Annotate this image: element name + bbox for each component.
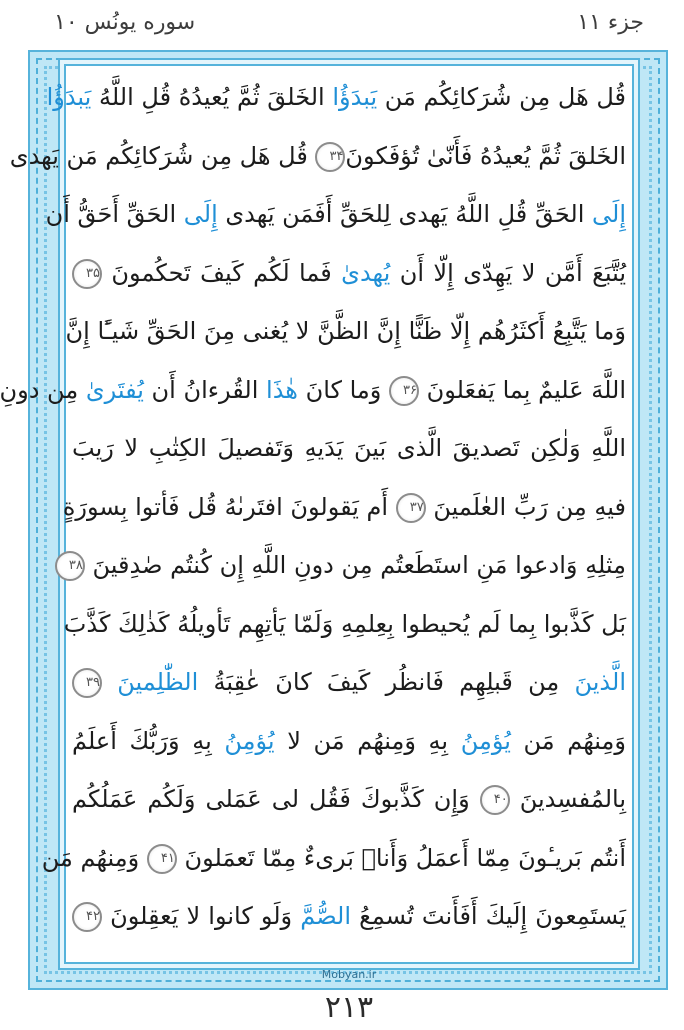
juz-label: جزء ۱۱ [577,10,644,35]
verse-text: وَمِنهُم مَن [41,843,147,872]
verse-text: الخَلقَ ثُمَّ يُعيدُهُ قُلِ اللَّهُ [91,83,333,111]
verse-text: بِهِ وَمِنهُم مَن لا [274,726,461,755]
verse-text: فيهِ مِن رَبِّ العٰلَمينَ [425,492,626,521]
verse-text: بِهِ وَرَبُّكَ أَعلَمُ [72,726,225,755]
verse-text: بِالمُفسِدينَ [509,785,627,813]
highlighted-word: يَبدَؤُا [46,83,92,111]
highlighted-word: يُفتَرىٰ [85,375,144,404]
verse-text: بَل كَذَّبوا بِما لَم يُحيطوا بِعِلمِهِ وَلَمّا يَأتِهِم تَأويلُهُ كَذٰلِكَ كَذَّبَ [63,609,626,638]
verse-line [68,540,626,590]
verse-text: الخَلقَ ثُمَّ يُعيدُهُ فَأَنّىٰ تُؤفَكونَ [345,141,626,170]
ayah-number-marker: ۳۹ [72,668,102,698]
ayah-number-marker: ۴۰ [480,785,510,815]
verse-text: فَما لَكُم كَيفَ تَحكُمونَ [102,258,342,287]
verse-text: مِثلِهِ وَادعوا مَنِ استَطَعتُم مِن دونِ اللَّهِ إِن كُنتُم صٰدِقينَ [84,551,626,579]
verse-text: اللَّهِ وَلٰكِن تَصديقَ الَّذى بَينَ يَدَيهِ وَتَفصيلَ الكِتٰبِ لا رَيبَ [72,434,626,462]
highlighted-word: الَّذينَ [574,668,626,696]
verse-line [0,365,626,415]
verse-line [72,657,626,707]
ayah-number-marker: ۳۵ [72,259,102,289]
highlighted-word: هٰذَا [266,375,298,404]
verse-text: الحَقِّ أَحَقُّ أَن [45,200,184,228]
quran-text [0,68,627,960]
highlighted-word: إِلَى [592,200,626,228]
verse-text: الحَقِّ قُلِ اللَّهُ يَهدى لِلحَقِّ أَفَمَن يَهدى [217,200,593,228]
verse-text: أَم يَقولونَ افتَرىٰهُ قُل فَأتوا بِسورَةٍ [62,492,396,521]
verse-text: وَما كانَ [297,375,389,404]
verse-line [46,72,626,122]
verse-line [72,774,626,824]
verse-line [9,131,626,181]
highlighted-word: يَبدَؤُا [332,83,378,111]
verse-line [41,833,626,883]
page-number: ۲۱۳ [324,990,374,1025]
verse-text: وَلَو كانوا لا يَعقِلونَ [102,902,301,930]
verse-line [45,189,626,239]
highlighted-word: يُؤمِنُ [224,726,275,755]
verse-text: قُل هَل مِن شُرَكائِكُم مَن [377,83,626,111]
verse-line [62,482,626,532]
verse-text: القُرءانُ أَن [143,375,267,404]
verse-text: اللَّهَ عَليمٌ بِما يَفعَلونَ [418,375,626,404]
verse-line [72,423,626,473]
verse-text: يُتَّبَعَ أَمَّن لا يَهِدّى إِلّا أَن [390,258,627,287]
verse-line [72,716,626,766]
verse-line [72,248,626,298]
verse-line [72,891,626,941]
verse-text: وَمِنهُم مَن [510,726,626,755]
ayah-number-marker: ۳۷ [396,493,426,523]
highlighted-word: إِلَى [183,200,218,228]
ayah-number-marker: ۳۸ [55,551,85,581]
highlighted-word: الصُّمَّ [300,902,351,930]
verse-line [65,306,626,356]
watermark: Mobyan.ir [321,968,377,981]
verse-text: وَإِن كَذَّبوكَ فَقُل لى عَمَلى وَلَكُم عَمَلُكُم [72,785,480,813]
verse-text: مِن دونِ [0,375,86,404]
verse-text [102,668,117,696]
ayah-number-marker: ۳۴ [315,142,345,172]
highlighted-word: يُهدىٰ [341,258,391,287]
highlighted-word: يُؤمِنُ [460,726,511,755]
verse-text: مِن قَبلِهِم فَانظُر كَيفَ كانَ عٰقِبَةُ [198,668,575,696]
highlighted-word: الظّٰلِمينَ [117,668,199,696]
verse-text: وَما يَتَّبِعُ أَكثَرُهُم إِلّا ظَنًّا إِنَّ الظَّنَّ لا يُغنى مِنَ الحَقِّ شَيـًٔا إِنَّ [65,317,626,345]
ayah-number-marker: ۴۱ [147,844,177,874]
verse-text: أَنتُم بَريـٔونَ مِمّا أَعمَلُ وَأَنا۠ بَرىءٌ مِمّا تَعمَلونَ [176,843,626,872]
page-header [14,0,684,52]
surah-label: سوره يونُس ۱۰ [54,10,196,35]
verse-text: قُل هَل مِن شُرَكائِكُم مَن يَهدى [9,141,316,170]
verse-text: يَستَمِعونَ إِلَيكَ أَفَأَنتَ تُسمِعُ [351,902,627,930]
ayah-number-marker: ۳۶ [389,376,419,406]
verse-line [63,599,626,649]
ayah-number-marker: ۴۲ [72,902,102,932]
